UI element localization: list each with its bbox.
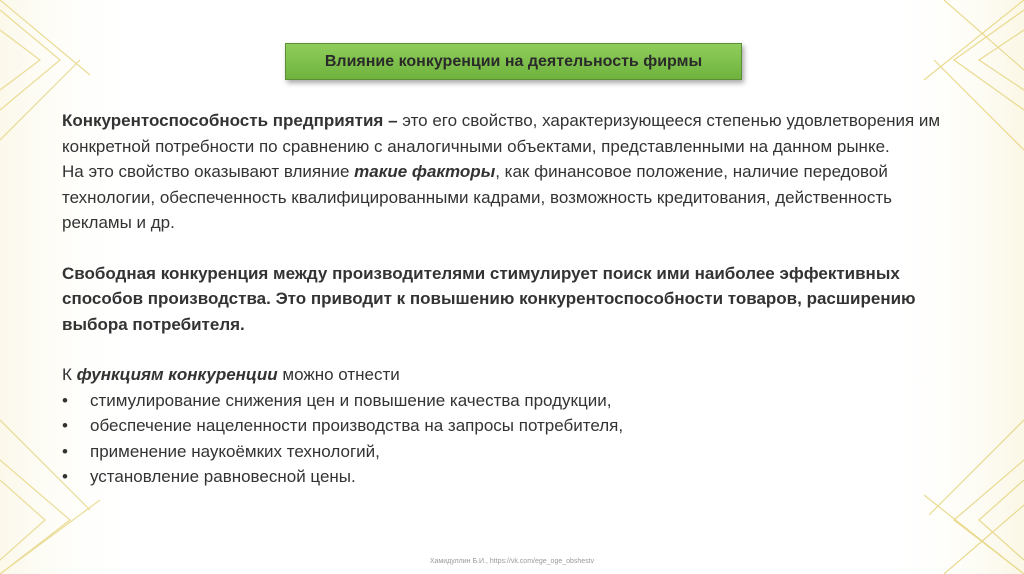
factors-emphasis: такие факторы — [354, 162, 496, 181]
bullet-icon: • — [62, 467, 68, 486]
list-item — [62, 388, 942, 414]
footer-credit: Хамидуллин Б.И., https://vk.com/ege_oge_obshestv — [429, 558, 595, 565]
slide-content — [62, 108, 942, 490]
list-item — [62, 413, 942, 439]
definition-text: это его свойство, характеризующееся степенью удовлетворения им конкретной потребности по сравнению с аналогичными объектами, представленными на данном рынке. — [62, 111, 941, 156]
factors-paragraph — [62, 159, 942, 236]
list-item-text: обеспечение нацеленности производства на запросы потребителя, — [90, 416, 624, 435]
factors-list-text: , как финансовое положение, наличие передовой технологии, обеспеченность квалифицированными кадрами, возможность кредитования, действенность рекламы и др. — [62, 162, 893, 232]
slide-title: Влияние конкуренции на деятельность фирмы — [324, 52, 703, 70]
definition-paragraph — [62, 108, 942, 159]
list-item-text: стимулирование снижения цен и повышение качества продукции, — [90, 390, 612, 410]
definition-term: Конкурентоспособность предприятия – — [62, 111, 398, 130]
list-item — [62, 439, 942, 465]
list-item — [62, 464, 942, 490]
functions-intro — [62, 362, 942, 388]
functions-list — [62, 388, 942, 490]
factors-intro: На это свойство оказывают влияние — [62, 162, 355, 181]
bullet-icon: • — [62, 416, 68, 435]
list-item-text: применение наукоёмких технологий, — [90, 441, 380, 461]
slide-title-box — [285, 43, 742, 80]
bullet-icon: • — [62, 390, 68, 410]
functions-emphasis: функциям конкуренции — [76, 365, 278, 384]
list-item-text: установление равновесной цены. — [90, 467, 356, 486]
free-competition-paragraph: Свободная конкуренция между производителями стимулирует поиск ими наиболее эффективных способов производства. Это приводит к повышению конкурентоспособности товаров, расширению выбора потребителя. — [62, 263, 916, 334]
bullet-icon: • — [62, 441, 68, 461]
functions-intro-after: можно отнести — [277, 365, 400, 384]
functions-intro-before: К — [62, 365, 77, 384]
